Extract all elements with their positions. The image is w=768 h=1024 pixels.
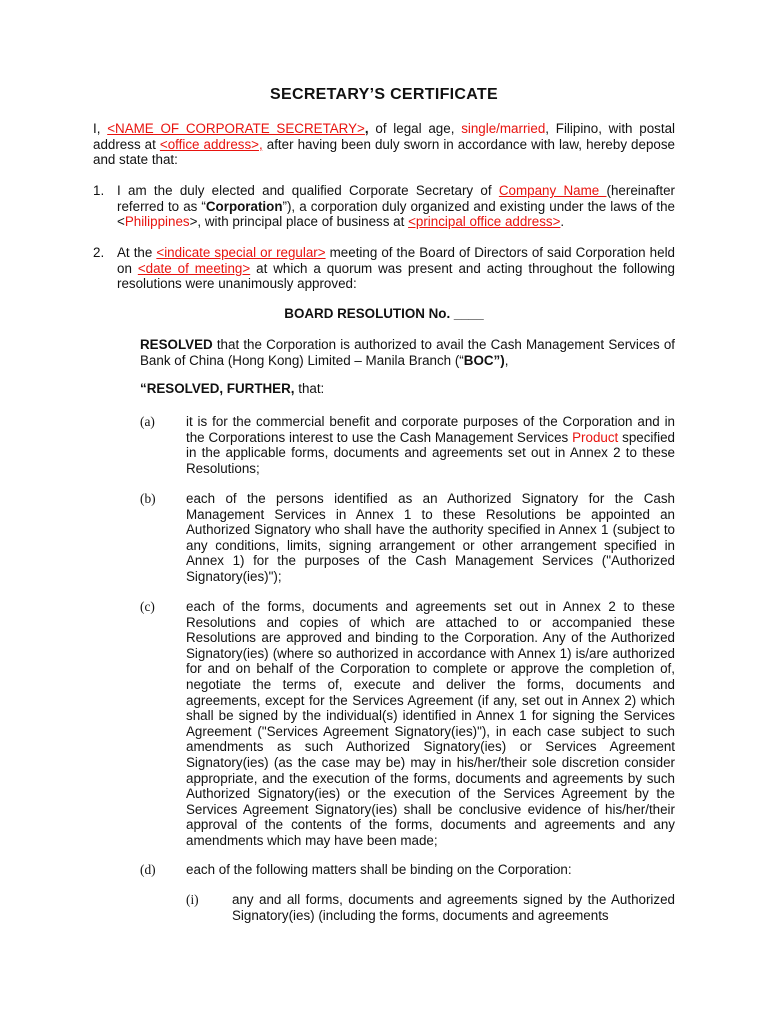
- corporation-term: Corporation: [205, 198, 283, 214]
- principal-address-placeholder: <principal office address>: [408, 214, 561, 230]
- clause-a: [186, 414, 675, 476]
- resolved-text: ,: [504, 352, 509, 368]
- item-text: meeting of the Board of Directors of said Corporation held on: [117, 245, 675, 276]
- item-number: 2.: [93, 245, 105, 260]
- item-number: 1.: [93, 183, 105, 198]
- item-text: >, with principal place of business at: [189, 214, 409, 230]
- item-text: ”), a corporation duly organized and existing under the laws of the <: [117, 198, 675, 230]
- meeting-date-placeholder: <date of meeting>: [137, 260, 251, 276]
- clause-b: each of the persons identified as an Authorized Signatory for the Cash Management Services in Annex 1 to these Resolutions be appointed an Authorized Signatory who shall have the authority specified in Annex 1 (subject to any conditions, limits, signing arrangement or other arrangement specified in Annex 1) for the purposes of the Cash Management Services ("Authorized Signatory(ies)");: [186, 491, 675, 584]
- item-1-paragraph: [117, 183, 675, 230]
- board-resolution-heading: BOARD RESOLUTION No. ____: [284, 306, 484, 321]
- subclause-label: (i): [186, 892, 199, 907]
- resolved-further-term: “RESOLVED, FURTHER,: [140, 381, 295, 396]
- meeting-type-placeholder: <indicate special or regular>: [156, 245, 326, 260]
- item-2-paragraph: [117, 245, 675, 292]
- intro-comma: ,: [364, 121, 369, 136]
- intro-text: I,: [93, 121, 108, 136]
- resolved-text: that the Corporation is authorized to avail the Cash Management Services of Bank of China (Hong Kong) Limited – Manila Branch (“: [140, 337, 675, 368]
- clause-text: it is for the commercial benefit and corporate purposes of the Corporation and in the Corporations interest to use the Cash Management Services: [186, 414, 675, 445]
- clause-label: (b): [140, 491, 156, 506]
- clause-text: specified in the applicable forms, documents and agreements set out in Annex 2 to these Resolutions;: [186, 429, 675, 476]
- item-text: I am the duly elected and qualified Corporate Secretary of: [117, 183, 499, 198]
- intro-text: of legal age,: [368, 121, 462, 136]
- intro-text: after having been duly sworn in accordance with law, hereby depose and state that:: [93, 136, 675, 168]
- page-title: SECRETARY’S CERTIFICATE: [270, 86, 498, 103]
- company-name-placeholder: Company Name: [498, 183, 607, 198]
- clause-d-i: any and all forms, documents and agreements signed by the Authorized Signatory(ies) (including the forms, documents and agreements: [232, 892, 675, 923]
- intro-paragraph: [93, 121, 675, 168]
- marital-status-placeholder: single/married: [461, 121, 546, 136]
- country-placeholder: Philippines: [124, 214, 190, 230]
- office-address-placeholder: <office address>,: [159, 136, 263, 152]
- resolved-further-paragraph: [140, 381, 675, 397]
- intro-text: , Filipino, with postal address at: [93, 121, 675, 152]
- boc-term: BOC”): [463, 352, 505, 368]
- product-placeholder: Product: [572, 429, 619, 445]
- item-text: at which a quorum was present and acting throughout the following resolutions were unanimously approved:: [117, 260, 675, 292]
- item-text: (hereinafter referred to as “: [117, 183, 675, 214]
- secretary-name-placeholder: <NAME OF CORPORATE SECRETARY>: [107, 121, 365, 136]
- resolved-term: RESOLVED: [140, 337, 213, 352]
- resolved-further-text: that:: [294, 381, 325, 396]
- clause-label: (c): [140, 599, 155, 614]
- clause-d: each of the following matters shall be binding on the Corporation:: [186, 862, 572, 877]
- clause-c: each of the forms, documents and agreements set out in Annex 2 to these Resolutions and copies of which are attached to or accompanied these Resolutions are approved and binding to the Corporation. Any of the Authorized Signatory(ies) (where so authorized in accordance with Annex 1) is/are authorized for and on behalf of the Corporation to complete or approve the completion of, negotiate the terms of, execute and deliver the forms, documents and agreements, except for the Services Agreement (if any, set out in Annex 2) which shall be signed by the individual(s) identified in Annex 1 for signing the Services Agreement ("Services Agreement Signatory(ies)"), in each case subject to such amendments as such Authorized Signatory(ies) or Services Agreement Signatory(ies) (as the case may be) may in his/her/their sole discretion consider appropriate, and the execution of the forms, documents and agreements by such Authorized Signatory(ies) or the execution of the Services Agreement by the Services Agreement Signatory(ies) shall be conclusive evidence of his/her/their approval of the contents of the forms, documents and agreements and any amendments which may have been made;: [186, 599, 675, 848]
- resolved-paragraph: [140, 337, 675, 368]
- item-text: At the: [117, 245, 157, 260]
- clause-label: (a): [140, 414, 155, 429]
- item-text: .: [560, 214, 565, 230]
- clause-label: (d): [140, 862, 156, 877]
